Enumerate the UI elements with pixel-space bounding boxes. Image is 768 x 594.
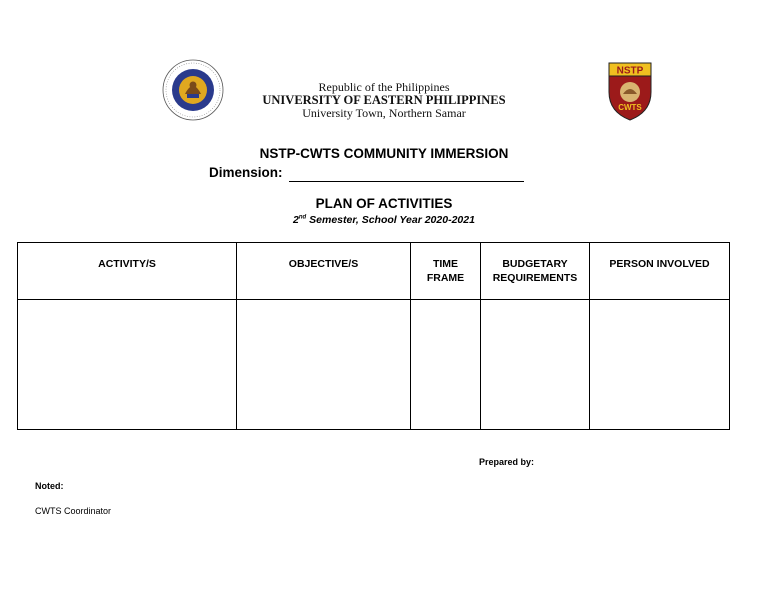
column-header-budgetary: BUDGETARY REQUIREMENTS — [481, 243, 590, 300]
semester-ordinal: 2 — [293, 214, 299, 226]
cell-time-frame[interactable] — [411, 300, 481, 430]
noted-label: Noted: — [35, 481, 64, 491]
cell-person-involved[interactable] — [590, 300, 730, 430]
header-address: University Town, Northern Samar — [302, 106, 466, 120]
table-row — [18, 300, 730, 430]
logo-top-text: NSTP — [616, 65, 644, 77]
table-header-row — [18, 243, 730, 300]
prepared-by-label: Prepared by: — [479, 457, 535, 467]
header-republic: Republic of the Philippines — [318, 80, 450, 94]
nstp-cwts-logo — [606, 60, 654, 122]
form-title: NSTP-CWTS COMMUNITY IMMERSION — [259, 146, 509, 161]
cell-activity[interactable] — [18, 300, 237, 430]
column-header-objective: OBJECTIVE/S — [237, 243, 411, 300]
dimension-label: Dimension: — [209, 165, 283, 180]
semester-suffix: nd — [298, 214, 307, 221]
logo-bottom-text: CWTS — [618, 103, 642, 112]
dimension-blank-line — [289, 181, 524, 182]
coordinator-label: CWTS Coordinator — [35, 506, 112, 516]
column-header-person-involved: PERSON INVOLVED — [590, 243, 730, 300]
semester-rest: Semester, School Year 2020-2021 — [306, 214, 475, 226]
plan-title: PLAN OF ACTIVITIES — [315, 196, 453, 211]
cell-objective[interactable] — [237, 300, 411, 430]
semester-line — [0, 214, 768, 226]
column-header-activity: ACTIVITY/S — [18, 243, 237, 300]
plan-table — [17, 242, 730, 430]
cell-budgetary[interactable] — [481, 300, 590, 430]
column-header-time-frame: TIME FRAME — [411, 243, 481, 300]
header-university-name: UNIVERSITY OF EASTERN PHILIPPINES — [262, 93, 506, 107]
